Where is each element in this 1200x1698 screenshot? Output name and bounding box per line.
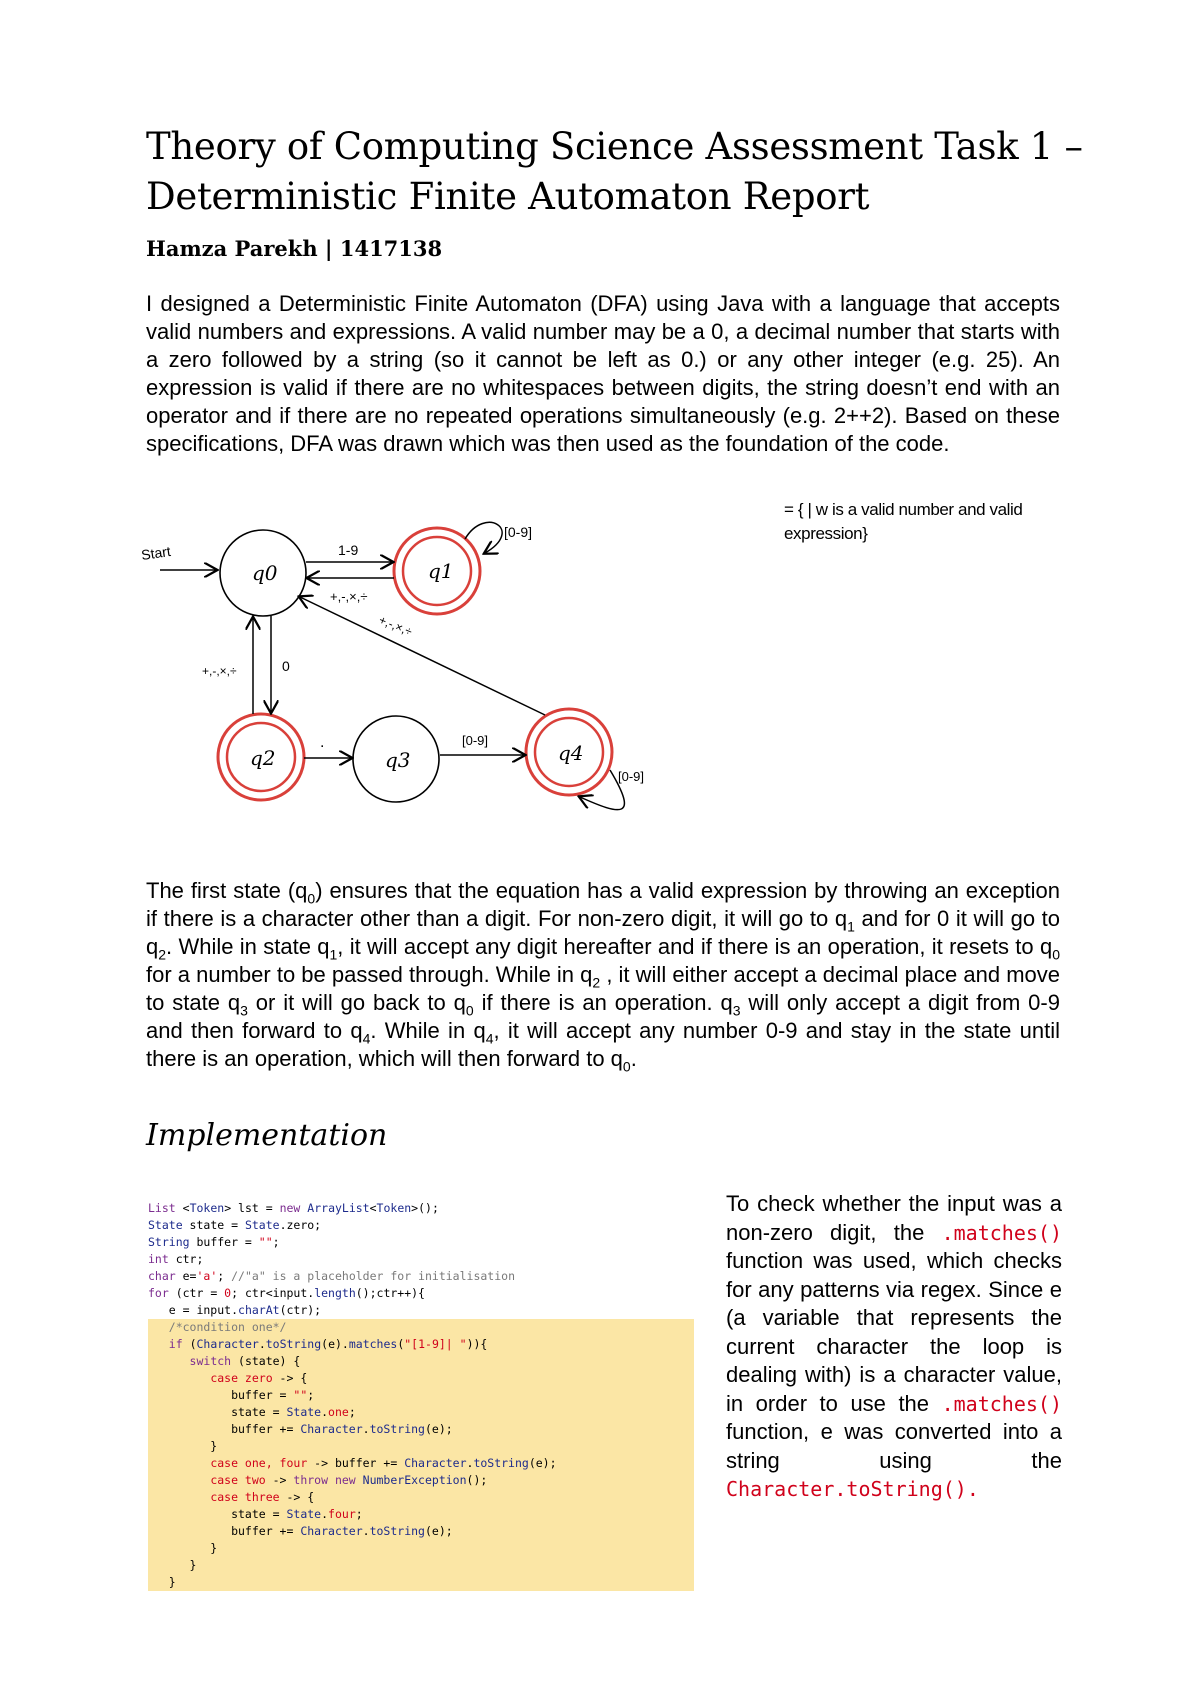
tostring-code: Character.toString()	[726, 1477, 967, 1501]
intro-paragraph: I designed a Deterministic Finite Automaton (DFA) using Java with a language that accepts valid numbers and expressions. A valid number may be a 0, a decimal number that starts with a zero followed by a string (so it cannot be left as 0.) or any other integer (e.g. 25). An expression is valid if there are no whitespaces between digits, the string doesn’t end with an operator and if there are no repeated operations simultaneously (e.g. 2++2). Based on these specifications, DFA was drawn which was then used as the foundation of the code.	[146, 291, 1060, 456]
code-line: /*condition one*/	[168, 1320, 287, 1334]
edge-q1-q0-label: +,-,×,÷	[330, 589, 368, 604]
dfa-diagram	[140, 515, 700, 845]
code-line: case zero -> {	[210, 1371, 308, 1385]
edge-q4-q0-label: +,-,×,÷	[376, 612, 415, 639]
implementation-heading: Implementation	[146, 1118, 388, 1153]
code-line: case two -> throw new NumberException();	[210, 1473, 488, 1487]
state-q2-label: q2	[250, 746, 276, 770]
code-line: }	[148, 1541, 218, 1555]
code-line: buffer += Character.toString(e);	[148, 1524, 453, 1538]
code-line: int ctr;	[148, 1252, 204, 1266]
state-q0-label: q0	[252, 561, 278, 585]
edge-q2-q3-label: .	[320, 734, 325, 751]
matches-code: .matches()	[941, 1391, 1062, 1416]
code-block	[148, 1200, 694, 1591]
edge-q0-q1-label: 1-9	[338, 542, 359, 558]
matches-code: .matches()	[941, 1220, 1062, 1245]
title-line-1: Theory of Computing Science Assessment Task 1 –	[146, 125, 1083, 168]
edge-q0-q2-label: 0	[282, 658, 290, 674]
language-definition: = { | w is a valid number and valid expression}	[784, 500, 1023, 543]
author-line: Hamza Parekh | 1417138	[146, 236, 443, 261]
edge-q4-q0	[300, 597, 545, 715]
edge-q1-loop-label: [0-9]	[504, 524, 533, 540]
code-line: }	[148, 1575, 176, 1589]
code-line: if (Character.toString(e).matches("[1-9]| ")){	[168, 1337, 488, 1351]
code-line: buffer += Character.toString(e);	[148, 1422, 453, 1436]
implementation-note: To check whether the input was a non-zero digit, the .matches() function was used, which checks for any patterns via regex. Since e (a variable that represents the current character the loop is dealing with) is a character value, in order to use the .matches() function, e was converted into a string using the Character.toString().	[726, 1191, 1062, 1501]
state-q4-label: q4	[558, 741, 584, 765]
code-line: buffer = "";	[148, 1388, 315, 1402]
code-line: String buffer = "";	[148, 1235, 280, 1249]
edge-q4-loop-label: [0-9]	[618, 769, 645, 784]
code-line: case three -> {	[210, 1490, 315, 1504]
state-q1-label: q1	[428, 559, 454, 583]
edge-q1-loop	[465, 522, 502, 553]
code-line: state = State.four;	[148, 1507, 363, 1521]
code-line: }	[148, 1558, 197, 1572]
state-q3-label: q3	[385, 748, 411, 772]
edge-q2-q0-label: +,-,×,÷	[202, 664, 237, 678]
code-line: }	[148, 1439, 218, 1453]
start-label: Start	[140, 543, 172, 563]
edge-q3-q4-label: [0-9]	[462, 733, 489, 748]
code-line: case one, four -> buffer += Character.toString(e);	[210, 1456, 557, 1470]
code-line: for (ctr = 0; ctr<input.length();ctr++){	[148, 1286, 425, 1300]
code-line: e = input.charAt(ctr);	[148, 1303, 322, 1317]
explanation-paragraph: The first state $(q_0)$ ensures that the equation has a valid expression by throwing an exception if there is a character other than a digit. For non-zero digit, it will go to $q_1$ and for 0 it will go to $q_2$. While in state $q_1$, it will accept any digit hereafter and if there is an operation, it resets to $q_0$ for a number to be passed through. While in $q_2$ , it will either accept a decimal place and move to state $q_3$ or it will go back to $q_0$ if there is an operation. $q_3$ will only accept a digit from 0-9 and then forward to $q_4$. While in $q_4$, it will accept any number 0-9 and stay in the state until there is an operation, which will then forward to $q_0$.	[146, 878, 1061, 1075]
document-title	[146, 122, 1106, 222]
code-line: State state = State.zero;	[148, 1218, 322, 1232]
title-line-2: Deterministic Finite Automaton Report	[146, 175, 870, 218]
code-highlight	[148, 1319, 694, 1591]
code-line: char e='a'; //"a" is a placeholder for initialisation	[148, 1269, 515, 1283]
code-line: switch (state) {	[189, 1354, 301, 1368]
code-line: List <Token> lst = new ArrayList<Token>();	[148, 1201, 439, 1215]
code-line: state = State.one;	[148, 1405, 356, 1419]
